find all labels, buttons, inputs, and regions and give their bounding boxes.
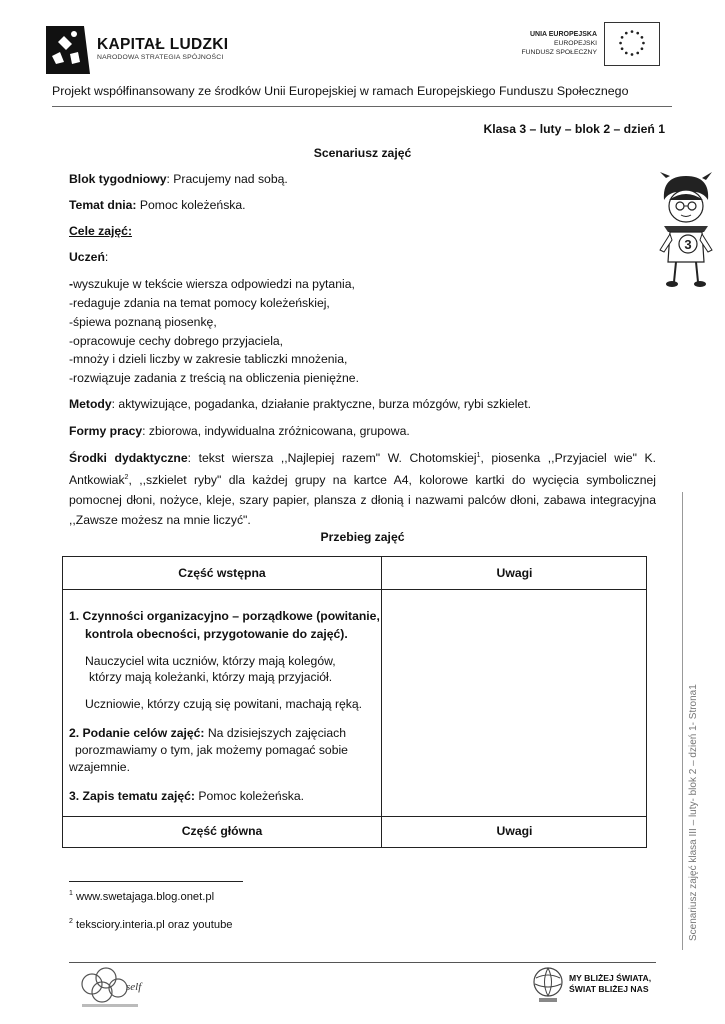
goal-item: -rozwiązuje zadania z treścią na obliczenia pieniężne. (69, 371, 359, 385)
teaching-aids-part3: , ,,szkielet ryby" dla każdej grupy na kartce A4, kolorowe kartki do wycięcia symbolicznej pomocnej dłoni, nożyce, kleje, szary papier, plansza z dłonią i nazwami palców dłoni, zabawa integracyjna ,,Zawsze możesz na mnie liczyć". (69, 473, 656, 527)
table-column-divider (381, 557, 382, 847)
footnote-1-text[interactable]: www.swetajaga.blog.onet.pl (72, 891, 215, 903)
self-logo-text: self (126, 981, 142, 993)
item2-line2: porozmawiamy o tym, jak możemy pomagać sobie (75, 743, 348, 757)
item3-label: 3. Zapis tematu zajęć: (69, 789, 195, 803)
item1-para1-line1: Nauczyciel wita uczniów, którzy mają kolegów, (85, 654, 336, 668)
teaching-aids (69, 446, 656, 530)
goals-heading: Cele zajęć: (69, 224, 133, 238)
footnote-1 (69, 890, 214, 903)
footnote-2-number: 2 (69, 918, 73, 925)
table-header-main: Część główna (181, 824, 263, 838)
teaching-aids-label: Środki dydaktyczne (69, 451, 188, 465)
footnote-ref-1[interactable]: 1 (476, 452, 481, 459)
eu-flag-icon (604, 22, 660, 66)
weekly-block-label: Blok tygodniowy (69, 172, 167, 186)
logo-subtitle: NARODOWA STRATEGIA SPÓJNOŚCI (97, 54, 224, 61)
item3-line (69, 789, 304, 803)
globe-logo-icon (531, 964, 565, 1006)
goal-dash: - (69, 277, 74, 291)
header-divider (52, 106, 672, 107)
item1-line1: 1. Czynności organizacyjno – porządkowe (powitanie, (69, 609, 380, 623)
goal-item: -mnoży i dzieli liczby w zakresie tabliczki mnożenia, (69, 352, 348, 366)
goal-item (69, 277, 355, 291)
item1-para1-line2: którzy mają koleżanki, którzy mają przyjaciół. (89, 670, 333, 684)
item1-line2: kontrola obecności, przygotowanie do zajęć). (85, 627, 348, 641)
self-logo (78, 962, 148, 1012)
table-header-notes: Uwagi (496, 566, 533, 580)
table-header-notes-2: Uwagi (496, 824, 533, 838)
logo-title: KAPITAŁ LUDZKI (97, 36, 229, 53)
footnote-rule (69, 881, 243, 882)
item3-value: Pomoc koleżeńska. (194, 789, 305, 803)
footer-slogan-line2: ŚWIAT BLIŻEJ NAS (569, 984, 649, 994)
teaching-aids-part1: : tekst wiersza ,,Najlepiej razem" W. Chotomskiej (187, 451, 477, 465)
eu-line2: EUROPEJSKI (553, 40, 597, 47)
work-forms-value: : zbiorowa, indywidualna zróżnicowana, grupowa. (142, 424, 410, 438)
student-label: Uczeń (69, 250, 105, 264)
day-topic-value: Pomoc koleżeńska. (136, 198, 246, 212)
class-info: Klasa 3 – luty – blok 2 – dzień 1 (483, 122, 665, 136)
weekly-block (69, 172, 288, 186)
table-header-divider (63, 589, 646, 590)
footer-divider (69, 962, 656, 963)
goal-item: -śpiewa poznaną piosenkę, (69, 315, 217, 329)
student-colon: : (104, 250, 109, 264)
mascot-number: 3 (684, 237, 692, 252)
methods-value: : aktywizujące, pogadanka, działanie praktyczne, burza mózgów, rybi szkielet. (111, 397, 531, 411)
methods (69, 397, 531, 411)
item1-para2: Uczniowie, którzy czują się powitani, machają ręką. (85, 697, 363, 711)
eu-text (521, 30, 597, 57)
eu-line3: FUNDUSZ SPOŁECZNY (521, 49, 597, 56)
goal-item: -opracowuje cechy dobrego przyjaciela, (69, 334, 284, 348)
footnote-2 (69, 918, 233, 931)
student-heading (69, 250, 108, 264)
footer-slogan-line1: MY BLIŻEJ ŚWIATA, (569, 973, 652, 983)
goal-text: wyszukuje w tekście wiersza odpowiedzi na pytania, (73, 277, 355, 291)
item2-line1 (69, 726, 346, 740)
table-header-intro: Część wstępna (178, 566, 266, 580)
side-rule (682, 492, 683, 950)
course-heading: Przebieg zajęć (320, 530, 405, 544)
weekly-block-value: : Pracujemy nad sobą. (166, 172, 288, 186)
work-forms (69, 424, 410, 438)
footnote-1-number: 1 (69, 890, 73, 897)
footnote-ref-2[interactable]: 2 (124, 474, 129, 481)
side-caption-text: Scenariusz zajęć klasa III – luty- blok 2 – dzień 1- Strona1 (688, 684, 699, 941)
day-topic-label: Temat dnia: (69, 198, 137, 212)
teaching-aids-part2: , piosenka ,,Przyjaciel wie" K. Antkowiak (69, 451, 657, 487)
side-caption (688, 684, 704, 1024)
eu-line1: UNIA EUROPEJSKA (529, 31, 597, 38)
methods-label: Metody (69, 397, 112, 411)
page-title: Scenariusz zajęć (313, 146, 412, 160)
day-topic (69, 198, 246, 212)
project-cofinanced-line: Projekt współfinansowany ze środków Unii Europejskiej w ramach Europejskiego Funduszu Społecznego (52, 84, 629, 98)
lesson-table (62, 556, 647, 848)
footnote-2-text: teksciory.interia.pl oraz youtube (72, 919, 233, 931)
item2-line3: wzajemnie. (69, 760, 130, 774)
table-row-divider (63, 816, 646, 817)
work-forms-label: Formy pracy (69, 424, 143, 438)
footer-slogan (569, 973, 651, 995)
item2-value: Na dzisiejszych zajęciach (204, 726, 347, 740)
goal-item: -redaguje zdania na temat pomocy koleżeńskiej, (69, 296, 330, 310)
item2-label: 2. Podanie celów zajęć: (69, 726, 205, 740)
mascot-girl-illustration (656, 170, 716, 288)
